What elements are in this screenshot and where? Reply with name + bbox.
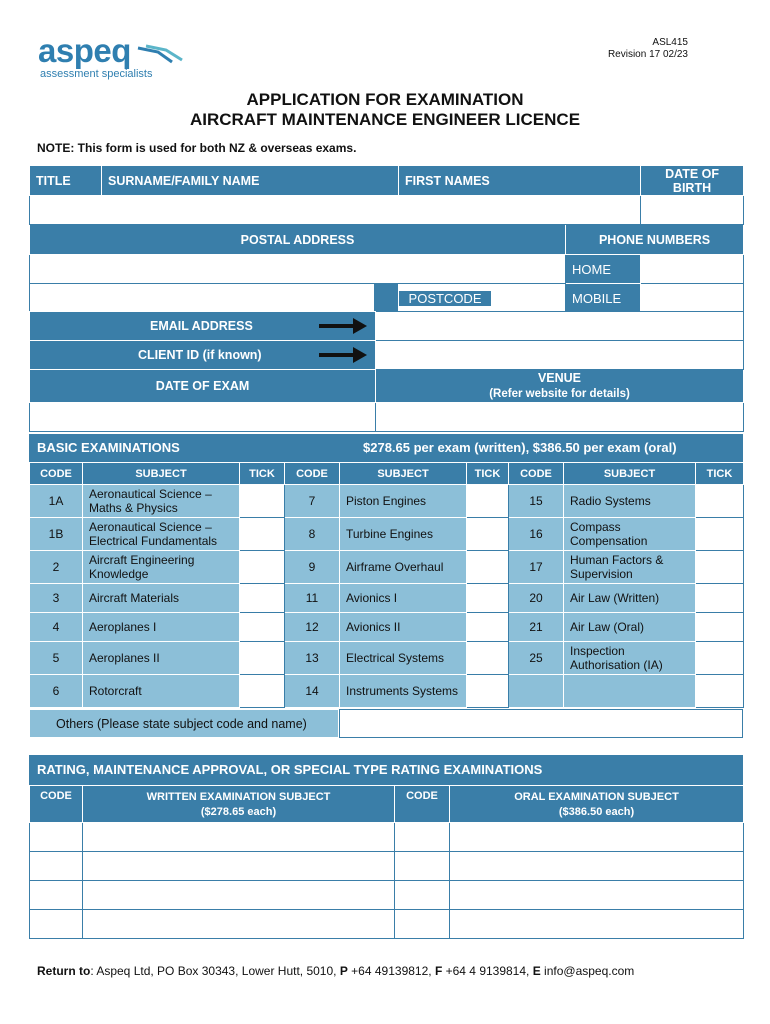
tick-box[interactable]	[696, 485, 744, 518]
dob-input[interactable]	[641, 196, 744, 225]
home-label: HOME	[566, 255, 641, 284]
aspeq-logo	[38, 34, 186, 67]
form-code: ASL415	[652, 37, 688, 48]
footer	[37, 964, 634, 978]
tick-box[interactable]	[467, 642, 509, 675]
written-subject-input[interactable]	[83, 910, 395, 939]
first-names-label: FIRST NAMES	[399, 166, 641, 196]
tick-box[interactable]	[696, 642, 744, 675]
logo-swoosh-icon	[136, 42, 186, 64]
exam-subject: Aeronautical Science – Maths & Physics	[83, 485, 240, 518]
personal-details-table	[29, 165, 744, 313]
written-subject-input[interactable]	[83, 823, 395, 852]
exam-subject: Aeronautical Science – Electrical Fundamentals	[83, 518, 240, 551]
exam-code: 20	[509, 584, 564, 613]
table-row	[30, 485, 744, 518]
phone-prefix: P	[339, 964, 348, 978]
exam-code: 5	[30, 642, 83, 675]
written-price: ($278.65 each)	[200, 806, 277, 818]
tick-box[interactable]	[240, 551, 285, 584]
basic-exam-prices: $278.65 per exam (written), $386.50 per exam (oral)	[363, 440, 677, 455]
arrow-right-icon	[319, 347, 367, 363]
email-label-cell	[30, 312, 376, 341]
return-address: : Aspeq Ltd, PO Box 30343, Lower Hutt, 5010,	[90, 964, 340, 978]
exam-code: 21	[509, 613, 564, 642]
exam-subject: Air Law (Written)	[564, 584, 696, 613]
exam-code: 16	[509, 518, 564, 551]
contact-exam-table	[29, 311, 744, 432]
exam-subject: Electrical Systems	[340, 642, 467, 675]
address-line-2-input[interactable]	[30, 284, 375, 313]
rating-heading	[29, 755, 743, 785]
rating-col-code: CODE	[395, 786, 450, 823]
tick-box[interactable]	[696, 584, 744, 613]
surname-label: SURNAME/FAMILY NAME	[102, 166, 399, 196]
tick-box[interactable]	[240, 642, 285, 675]
oral-subject-input[interactable]	[450, 881, 744, 910]
col-tick: TICK	[696, 463, 744, 485]
rating-exam-table	[29, 785, 744, 939]
exam-code: 11	[285, 584, 340, 613]
logo-name: aspeq	[38, 32, 131, 69]
written-subject-input[interactable]	[83, 852, 395, 881]
exam-subject: Air Law (Oral)	[564, 613, 696, 642]
basic-exam-heading	[29, 434, 743, 462]
exam-subject: Inspection Authorisation (IA)	[564, 642, 696, 675]
exam-subject	[564, 675, 696, 708]
col-code: CODE	[285, 463, 340, 485]
table-row	[30, 551, 744, 584]
basic-exam-table	[29, 462, 744, 708]
title-label: TITLE	[30, 166, 102, 196]
tick-box[interactable]	[240, 675, 285, 708]
tick-box[interactable]	[696, 675, 744, 708]
tick-box[interactable]	[467, 518, 509, 551]
client-id-label-cell	[30, 341, 376, 370]
form-reference	[608, 37, 688, 61]
page-title	[0, 90, 770, 130]
rating-col-code: CODE	[30, 786, 83, 823]
rating-code-input[interactable]	[395, 910, 450, 939]
tick-box[interactable]	[696, 518, 744, 551]
exam-subject: Airframe Overhaul	[340, 551, 467, 584]
rating-code-input[interactable]	[395, 823, 450, 852]
oral-subject-input[interactable]	[450, 910, 744, 939]
client-id-input[interactable]	[376, 341, 744, 370]
tick-box[interactable]	[696, 613, 744, 642]
dob-label: DATE OF BIRTH	[641, 166, 744, 196]
rating-code-input[interactable]	[395, 881, 450, 910]
others-label: Others (Please state subject code and name)	[29, 709, 339, 738]
postal-address-label: POSTAL ADDRESS	[30, 225, 566, 255]
phone-numbers-label: PHONE NUMBERS	[566, 225, 744, 255]
exam-subject: Avionics I	[340, 584, 467, 613]
exam-subject: Avionics II	[340, 613, 467, 642]
exam-code: 8	[285, 518, 340, 551]
phone-number: +64 49139812,	[347, 964, 435, 978]
mobile-label: MOBILE	[566, 284, 641, 313]
col-code: CODE	[30, 463, 83, 485]
mobile-phone-input[interactable]	[641, 284, 744, 313]
email-label: EMAIL ADDRESS	[150, 319, 253, 333]
exam-code: 1A	[30, 485, 83, 518]
date-of-exam-input[interactable]	[30, 403, 376, 432]
table-row	[30, 518, 744, 551]
tick-box[interactable]	[240, 613, 285, 642]
tick-box[interactable]	[467, 675, 509, 708]
exam-subject: Piston Engines	[340, 485, 467, 518]
exam-subject: Aeroplanes II	[83, 642, 240, 675]
exam-code: 12	[285, 613, 340, 642]
rating-code-input[interactable]	[30, 881, 83, 910]
tick-box[interactable]	[467, 485, 509, 518]
exam-code: 17	[509, 551, 564, 584]
tick-box[interactable]	[467, 584, 509, 613]
exam-code: 2	[30, 551, 83, 584]
contact-email: info@aspeq.com	[540, 964, 635, 978]
date-of-exam-label: DATE OF EXAM	[30, 370, 376, 403]
exam-code: 14	[285, 675, 340, 708]
table-row	[30, 584, 744, 613]
table-row	[30, 675, 744, 708]
exam-code	[509, 675, 564, 708]
oral-label: ORAL EXAMINATION SUBJECT	[514, 791, 679, 803]
email-prefix: E	[532, 964, 541, 978]
venue-label-cell	[376, 370, 744, 403]
exam-subject: Human Factors & Supervision	[564, 551, 696, 584]
rating-title: RATING, MAINTENANCE APPROVAL, OR SPECIAL TYPE RATING EXAMINATIONS	[37, 762, 543, 777]
venue-note: (Refer website for details)	[489, 388, 630, 400]
oral-price: ($386.50 each)	[558, 806, 635, 818]
exam-subject: Instruments Systems	[340, 675, 467, 708]
exam-subject: Turbine Engines	[340, 518, 467, 551]
exam-code: 6	[30, 675, 83, 708]
rating-code-input[interactable]	[30, 852, 83, 881]
exam-subject: Aeroplanes I	[83, 613, 240, 642]
col-subject: SUBJECT	[564, 463, 696, 485]
exam-code: 13	[285, 642, 340, 675]
tick-box[interactable]	[240, 485, 285, 518]
written-subject-input[interactable]	[83, 881, 395, 910]
col-tick: TICK	[467, 463, 509, 485]
oral-subject-input[interactable]	[450, 852, 744, 881]
table-row	[30, 613, 744, 642]
exam-code: 4	[30, 613, 83, 642]
tick-box[interactable]	[467, 613, 509, 642]
fax-number: +64 4 9139814,	[442, 964, 533, 978]
oral-subject-input[interactable]	[450, 823, 744, 852]
basic-exam-title: BASIC EXAMINATIONS	[37, 440, 180, 455]
postcode-label: POSTCODE	[399, 291, 491, 306]
tick-box[interactable]	[240, 518, 285, 551]
tick-box[interactable]	[467, 551, 509, 584]
others-row	[29, 709, 743, 738]
exam-subject: Aircraft Engineering Knowledge	[83, 551, 240, 584]
col-code: CODE	[509, 463, 564, 485]
exam-subject: Compass Compensation	[564, 518, 696, 551]
email-input[interactable]	[376, 312, 744, 341]
postcode-input[interactable]	[399, 284, 566, 313]
home-phone-input[interactable]	[641, 255, 744, 284]
exam-code: 9	[285, 551, 340, 584]
title-line-2: AIRCRAFT MAINTENANCE ENGINEER LICENCE	[189, 110, 581, 129]
exam-subject: Rotorcraft	[83, 675, 240, 708]
written-header	[83, 786, 395, 823]
revision: Revision 17 02/23	[607, 49, 688, 60]
address-line-1-input[interactable]	[30, 255, 566, 284]
exam-code: 25	[509, 642, 564, 675]
arrow-right-icon	[319, 318, 367, 334]
oral-header	[450, 786, 744, 823]
venue-label: VENUE	[537, 371, 582, 385]
col-subject: SUBJECT	[340, 463, 467, 485]
others-input[interactable]	[339, 709, 743, 738]
exam-code: 7	[285, 485, 340, 518]
exam-code: 15	[509, 485, 564, 518]
form-note: NOTE: This form is used for both NZ & overseas exams.	[37, 141, 357, 155]
rating-code-input[interactable]	[395, 852, 450, 881]
col-subject: SUBJECT	[83, 463, 240, 485]
exam-subject: Radio Systems	[564, 485, 696, 518]
exam-code: 1B	[30, 518, 83, 551]
return-label: Return to	[37, 964, 91, 978]
title-line-1: APPLICATION FOR EXAMINATION	[246, 90, 524, 109]
written-label: WRITTEN EXAMINATION SUBJECT	[146, 791, 331, 803]
fax-prefix: F	[434, 964, 443, 978]
rating-code-input[interactable]	[30, 910, 83, 939]
venue-input[interactable]	[376, 403, 744, 432]
exam-subject: Aircraft Materials	[83, 584, 240, 613]
exam-code: 3	[30, 584, 83, 613]
client-id-label: CLIENT ID (if known)	[138, 348, 262, 362]
name-input[interactable]	[30, 196, 641, 225]
logo-tagline: assessment specialists	[40, 68, 153, 80]
tick-box[interactable]	[696, 551, 744, 584]
col-tick: TICK	[240, 463, 285, 485]
tick-box[interactable]	[240, 584, 285, 613]
table-row	[30, 642, 744, 675]
rating-code-input[interactable]	[30, 823, 83, 852]
